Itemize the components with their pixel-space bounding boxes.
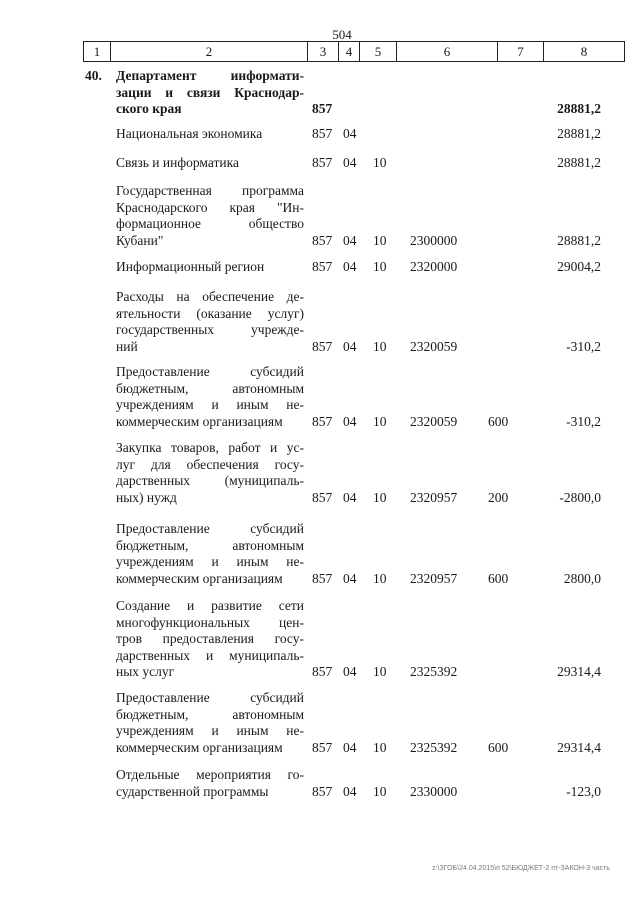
table-row <box>0 598 640 681</box>
cell-c8: -123,0 <box>566 783 601 799</box>
description-line: Государственная программа <box>116 183 304 198</box>
description-line: Национальная экономика <box>116 126 263 141</box>
cell-c4: 04 <box>343 338 357 354</box>
cell-c5: 10 <box>373 413 387 429</box>
cell-c4: 04 <box>343 413 357 429</box>
cell-c5: 10 <box>373 570 387 586</box>
cell-c5: 10 <box>373 232 387 248</box>
table-row <box>0 521 640 587</box>
description-line: коммерческим организациям <box>116 570 283 586</box>
cell-c8: 28881,2 <box>557 126 601 141</box>
cell-c3: 857 <box>312 783 333 799</box>
cell-c5: 10 <box>373 489 387 505</box>
header-col-8: 8 <box>544 42 625 62</box>
cell-c8: -310,2 <box>566 338 601 354</box>
table-row <box>0 767 640 800</box>
cell-c4: 04 <box>343 232 357 248</box>
cell-c4: 04 <box>343 489 357 505</box>
cell-c5: 10 <box>373 259 387 274</box>
table-row <box>0 126 640 143</box>
cell-c4: 04 <box>343 155 357 170</box>
description-line: дарственных и муниципаль- <box>116 647 304 663</box>
cell-c3: 857 <box>312 489 333 505</box>
cell-c4: 04 <box>343 739 357 755</box>
cell-c8: -310,2 <box>566 413 601 429</box>
description-line: ных) нужд <box>116 489 177 505</box>
cell-c6: 2320957 <box>410 489 458 505</box>
header-col-2: 2 <box>111 42 308 62</box>
cell-c3: 857 <box>312 739 333 755</box>
cell-c3: 857 <box>312 259 333 274</box>
description-line: Создание и развитие сети <box>116 598 304 613</box>
cell-c3: 857 <box>312 570 333 586</box>
description-line: тров предоставления госу- <box>116 631 304 647</box>
row-description <box>116 289 304 355</box>
header-col-4: 4 <box>339 42 360 62</box>
cell-c8: 28881,2 <box>557 101 601 117</box>
description-line: государственных учрежде- <box>116 322 304 338</box>
cell-c8: 29004,2 <box>557 259 601 274</box>
footer-file-path: z:\ЗГОБ\24.04.2015\п 52\БЮДЖЕТ-2 пт-ЗАКОН-3 часть <box>432 865 610 872</box>
cell-c7: 600 <box>488 570 509 586</box>
description-line: Кубани" <box>116 232 164 248</box>
description-line: Краснодарского края "Ин- <box>116 199 304 215</box>
cell-c5: 10 <box>373 783 387 799</box>
row-description <box>116 68 304 118</box>
cell-c4: 04 <box>343 664 357 680</box>
description-line: формационное общество <box>116 216 304 232</box>
row-number: 40. <box>85 68 102 83</box>
description-line: многофункциональных цен- <box>116 614 304 630</box>
row-description <box>116 440 304 506</box>
row-description <box>116 183 304 249</box>
cell-c5: 10 <box>373 739 387 755</box>
cell-c3: 857 <box>312 101 333 117</box>
row-description <box>116 155 304 172</box>
table-row <box>0 155 640 172</box>
description-line: учреждениям и иным не- <box>116 397 304 413</box>
row-description <box>116 259 304 276</box>
description-line: ского края <box>116 101 182 117</box>
cell-c3: 857 <box>312 155 333 170</box>
header-col-5: 5 <box>360 42 397 62</box>
cell-c3: 857 <box>312 664 333 680</box>
header-col-3: 3 <box>308 42 339 62</box>
description-line: бюджетным, автономным <box>116 380 304 396</box>
cell-c6: 2325392 <box>410 739 458 755</box>
description-line: Информационный регион <box>116 259 265 274</box>
table-row <box>0 183 640 249</box>
cell-c6: 2320059 <box>410 338 458 354</box>
description-line: Расходы на обеспечение де- <box>116 289 304 304</box>
cell-c6: 2320957 <box>410 570 458 586</box>
cell-c8: 29314,4 <box>557 664 601 680</box>
table-row <box>0 289 640 355</box>
row-description <box>116 767 304 800</box>
description-line: ных услуг <box>116 664 175 680</box>
cell-c7: 600 <box>488 413 509 429</box>
row-description <box>116 364 304 430</box>
cell-c4: 04 <box>343 126 357 141</box>
cell-c3: 857 <box>312 413 333 429</box>
description-line: учреждениям и иным не- <box>116 554 304 570</box>
description-line: коммерческим организациям <box>116 739 283 755</box>
cell-c3: 857 <box>312 126 333 141</box>
cell-c4: 04 <box>343 570 357 586</box>
cell-c6: 2320000 <box>410 259 458 274</box>
cell-c6: 2330000 <box>410 783 458 799</box>
description-line: зации и связи Краснодар- <box>116 84 304 100</box>
description-line: коммерческим организациям <box>116 413 283 429</box>
cell-c8: -2800,0 <box>559 489 601 505</box>
cell-c8: 2800,0 <box>563 570 601 586</box>
description-line: бюджетным, автономным <box>116 706 304 722</box>
row-description <box>116 126 304 143</box>
cell-c4: 04 <box>343 783 357 799</box>
header-col-1: 1 <box>84 42 111 62</box>
description-line: Связь и информатика <box>116 155 239 170</box>
description-line: Отдельные мероприятия го- <box>116 767 304 782</box>
cell-c5: 10 <box>373 338 387 354</box>
cell-c6: 2300000 <box>410 232 458 248</box>
description-line: сударственной программы <box>116 783 269 799</box>
row-description <box>116 690 304 756</box>
table-row <box>0 68 640 118</box>
header-col-6: 6 <box>397 42 498 62</box>
cell-c7: 200 <box>488 489 509 505</box>
description-line: дарственных (муниципаль- <box>116 473 304 489</box>
column-header-table <box>83 41 625 62</box>
cell-c5: 10 <box>373 664 387 680</box>
cell-c4: 04 <box>343 259 357 274</box>
description-line: Предоставление субсидий <box>116 364 304 379</box>
row-description <box>116 521 304 587</box>
cell-c5: 10 <box>373 155 387 170</box>
description-line: Закупка товаров, работ и ус- <box>116 440 304 455</box>
row-description <box>116 598 304 681</box>
description-line: бюджетным, автономным <box>116 537 304 553</box>
header-col-7: 7 <box>498 42 544 62</box>
description-line: Предоставление субсидий <box>116 521 304 536</box>
table-row <box>0 690 640 756</box>
cell-c3: 857 <box>312 338 333 354</box>
description-line: ятельности (оказание услуг) <box>116 305 304 321</box>
cell-c8: 28881,2 <box>557 155 601 170</box>
cell-c8: 28881,2 <box>557 232 601 248</box>
cell-c3: 857 <box>312 232 333 248</box>
page-number: 504 <box>332 27 352 42</box>
description-line: учреждениям и иным не- <box>116 723 304 739</box>
description-line: Департамент информати- <box>116 68 304 83</box>
table-row <box>0 259 640 276</box>
table-row <box>0 364 640 430</box>
cell-c6: 2320059 <box>410 413 458 429</box>
cell-c7: 600 <box>488 739 509 755</box>
description-line: луг для обеспечения госу- <box>116 456 304 472</box>
description-line: Предоставление субсидий <box>116 690 304 705</box>
cell-c6: 2325392 <box>410 664 458 680</box>
description-line: ний <box>116 338 138 354</box>
table-row <box>0 440 640 506</box>
cell-c8: 29314,4 <box>557 739 601 755</box>
